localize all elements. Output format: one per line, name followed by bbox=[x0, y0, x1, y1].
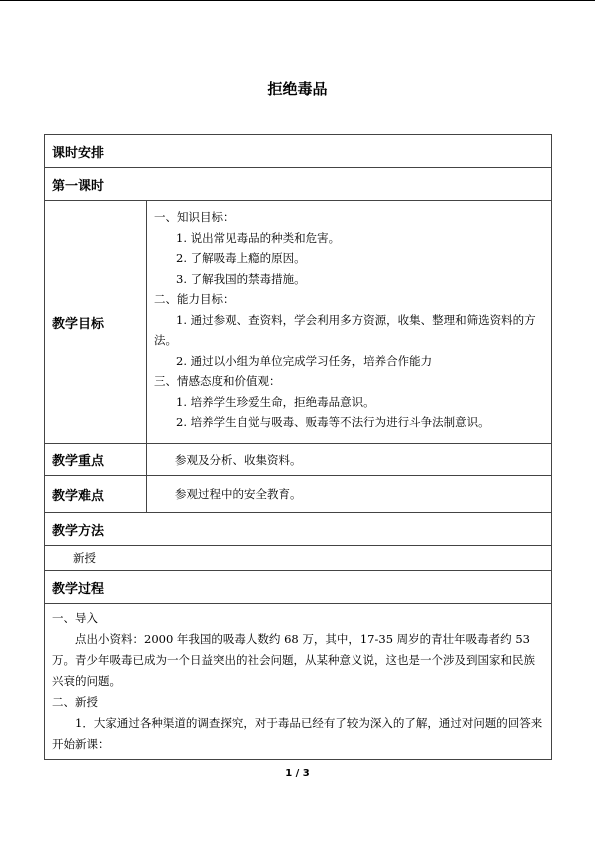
emotion-title: 三、情感态度和价值观： bbox=[154, 374, 281, 388]
method-row bbox=[45, 513, 551, 546]
new-lesson-text: 1．大家通过各种渠道的调查探究，对于毒品已经有了较为深入的了解，通过对问题的回答来开始新课： bbox=[52, 716, 543, 751]
objectives-content bbox=[147, 201, 551, 443]
new-lesson-title: 二、新授 bbox=[52, 695, 98, 709]
ability-title: 二、能力目标： bbox=[154, 292, 235, 306]
lesson-plan-table bbox=[44, 134, 552, 760]
key-points-content: 参观及分析、收集资料。 bbox=[175, 452, 302, 467]
difficulties-row bbox=[45, 476, 551, 513]
ability-item-2: 2. 通过以小组为单位完成学习任务，培养合作能力 bbox=[176, 353, 433, 368]
process-label: 教学过程 bbox=[52, 581, 105, 597]
intro-title: 一、导入 bbox=[52, 611, 98, 625]
emotion-item-2: 2. 培养学生自觉与吸毒、贩毒等不法行为进行斗争法制意识。 bbox=[176, 415, 490, 429]
method-content: 新授 bbox=[73, 551, 96, 565]
schedule-label: 课时安排 bbox=[52, 145, 105, 161]
first-lesson-label: 第一课时 bbox=[52, 178, 105, 194]
method-label: 教学方法 bbox=[52, 523, 105, 539]
difficulties-label: 教学难点 bbox=[45, 476, 147, 512]
ability-item-1: 1. 通过参观、查资料，学会利用多方资源，收集、整理和筛选资料的方法。 bbox=[154, 312, 536, 347]
schedule-row bbox=[45, 135, 551, 168]
page-title: 拒绝毒品 bbox=[267, 80, 328, 98]
first-lesson-row bbox=[45, 168, 551, 201]
intro-text: 点出小资料：2000 年我国的吸毒人数约 68 万，其中，17-35 周岁的青壮年吸毒者约 53 万。青少年吸毒已成为一个日益突出的社会问题，从某种意义说，这也是一个涉及到国家和民族兴衰的问题。 bbox=[52, 632, 535, 688]
knowledge-title: 一、知识目标： bbox=[154, 210, 235, 224]
key-points-label: 教学重点 bbox=[45, 444, 147, 475]
objectives-row bbox=[45, 201, 551, 444]
knowledge-item-1: 1. 说出常见毒品的种类和危害。 bbox=[176, 230, 341, 245]
emotion-item-1: 1. 培养学生珍爱生命，拒绝毒品意识。 bbox=[176, 394, 375, 409]
method-content-row bbox=[45, 546, 551, 571]
knowledge-item-2: 2. 了解吸毒上瘾的原因。 bbox=[176, 251, 306, 265]
knowledge-item-3: 3. 了解我国的禁毒措施。 bbox=[176, 271, 306, 286]
process-content bbox=[45, 604, 551, 759]
key-points-row bbox=[45, 444, 551, 476]
difficulties-content: 参观过程中的安全教育。 bbox=[175, 487, 302, 501]
header-rule bbox=[0, 0, 595, 1]
objectives-label: 教学目标 bbox=[45, 201, 147, 443]
page-number: 1 / 3 bbox=[285, 768, 310, 779]
process-row bbox=[45, 571, 551, 604]
